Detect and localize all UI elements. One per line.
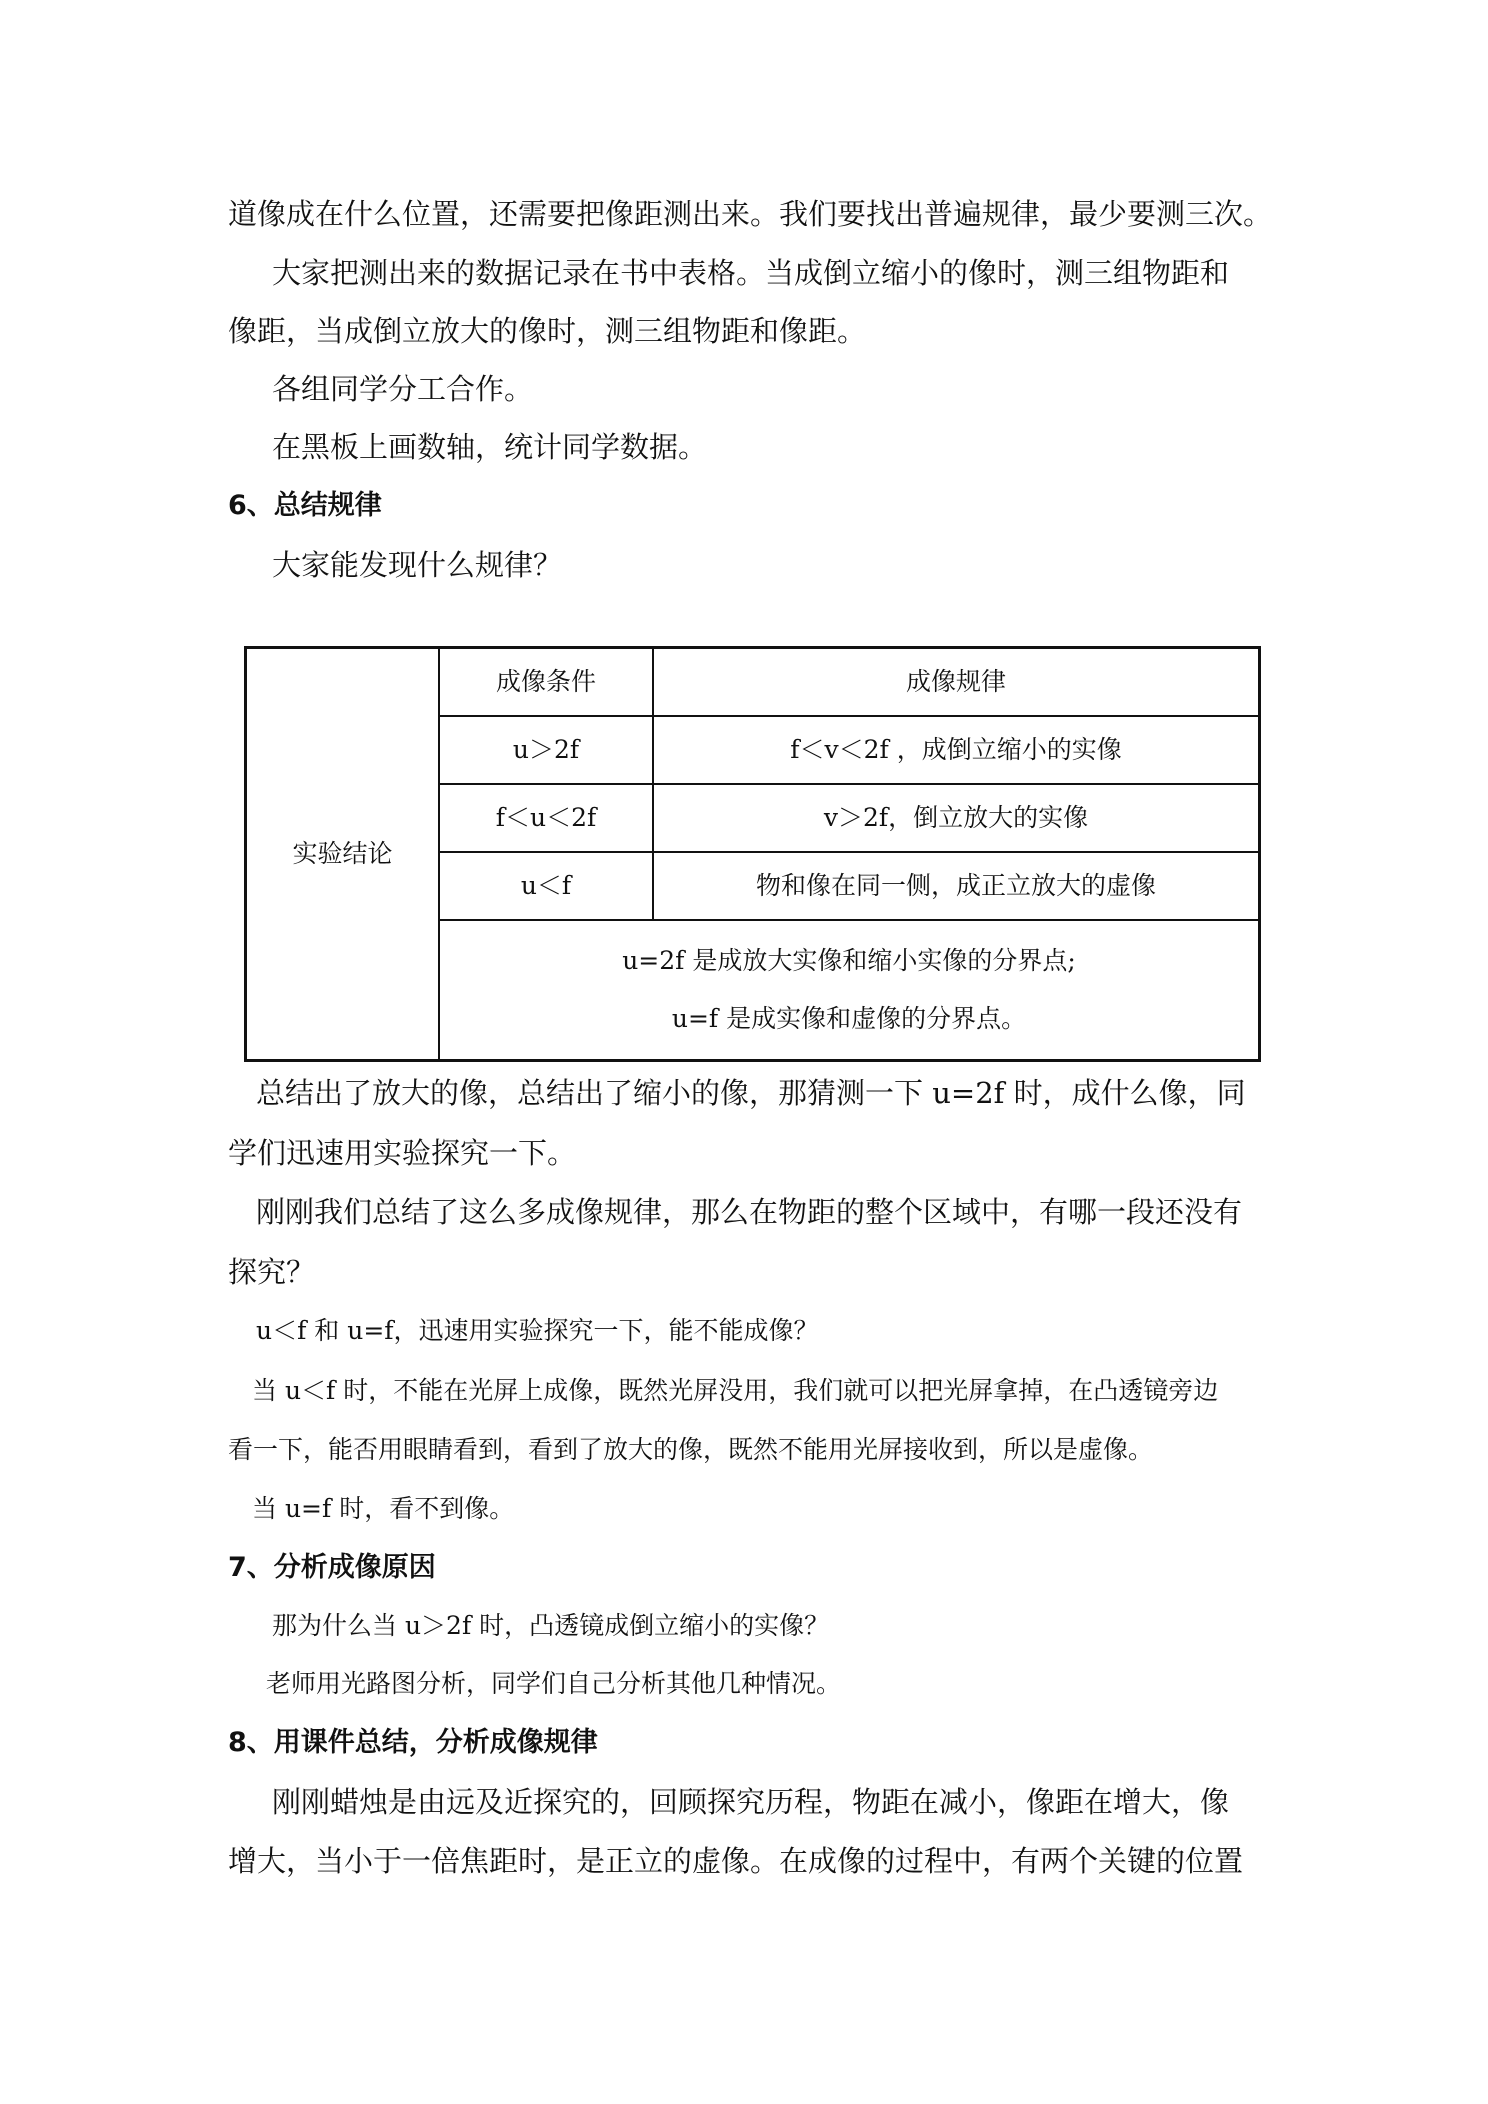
section-heading-7: 7、分析成像原因 xyxy=(228,1552,436,1583)
paragraph-line: 刚刚我们总结了这么多成像规律，那么在物距的整个区域中，有哪一段还没有 xyxy=(256,1195,1243,1229)
paragraph-line: 增大，当小于一倍焦距时，是正立的虚像。在成像的过程中，有两个关键的位置 xyxy=(228,1844,1244,1878)
paragraph-line: 总结出了放大的像，总结出了缩小的像，那猜测一下 u=2f 时，成什么像，同 xyxy=(256,1076,1246,1110)
paragraph-line: 看一下，能否用眼睛看到，看到了放大的像，既然不能用光屏接收到，所以是虚像。 xyxy=(228,1435,1154,1464)
table-note: u=2f 是成放大实像和缩小实像的分界点; xyxy=(622,946,1076,975)
paragraph-line: 道像成在什么位置，还需要把像距测出来。我们要找出普遍规律，最少要测三次。 xyxy=(228,197,1273,231)
section6-question: 大家能发现什么规律？ xyxy=(272,548,563,582)
section-heading-6: 6、总结规律 xyxy=(228,490,382,521)
table-note: u=f 是成实像和虚像的分界点。 xyxy=(671,1004,1027,1033)
table-header-condition: 成像条件 xyxy=(495,667,596,696)
table-cell-rule: f＜v＜2f ，成倒立缩小的实像 xyxy=(790,735,1122,764)
table-cell-rule: v＞2f，倒立放大的实像 xyxy=(823,803,1089,832)
paragraph-line: 探究？ xyxy=(228,1255,316,1289)
table-header-rule: 成像规律 xyxy=(905,667,1006,696)
conclusion-table xyxy=(244,646,1261,1062)
table-cell-condition: u＞2f xyxy=(512,735,580,764)
table-cell-condition: f＜u＜2f xyxy=(495,803,597,832)
paragraph-line: u＜f 和 u=f，迅速用实验探究一下，能不能成像？ xyxy=(256,1316,819,1345)
paragraph-line: 像距，当成倒立放大的像时，测三组物距和像距。 xyxy=(228,314,867,348)
paragraph-line: 那为什么当 u＞2f 时，凸透镜成倒立缩小的实像？ xyxy=(272,1611,830,1640)
paragraph-line: 刚刚蜡烛是由远及近探究的，回顾探究历程，物距在减小，像距在增大，像 xyxy=(272,1785,1230,1819)
paragraph-line: 当 u＜f 时，不能在光屏上成像，既然光屏没用，我们就可以把光屏拿掉，在凸透镜旁边 xyxy=(252,1376,1219,1405)
paragraph-line: 当 u=f 时，看不到像。 xyxy=(252,1494,515,1523)
table-row-label: 实验结论 xyxy=(292,839,393,868)
section-heading-8: 8、用课件总结，分析成像规律 xyxy=(228,1727,598,1758)
table-cell-rule: 物和像在同一侧，成正立放大的虚像 xyxy=(755,871,1156,900)
table-notes xyxy=(440,921,1258,1059)
table-cell-condition: u＜f xyxy=(520,871,572,900)
paragraph-line: 大家把测出来的数据记录在书中表格。当成倒立缩小的像时，测三组物距和 xyxy=(272,256,1230,290)
paragraph-line: 老师用光路图分析，同学们自己分析其他几种情况。 xyxy=(266,1669,842,1698)
paragraph-line: 各组同学分工合作。 xyxy=(272,372,534,406)
paragraph-line: 学们迅速用实验探究一下。 xyxy=(228,1136,577,1170)
paragraph-line: 在黑板上画数轴，统计同学数据。 xyxy=(272,430,708,464)
